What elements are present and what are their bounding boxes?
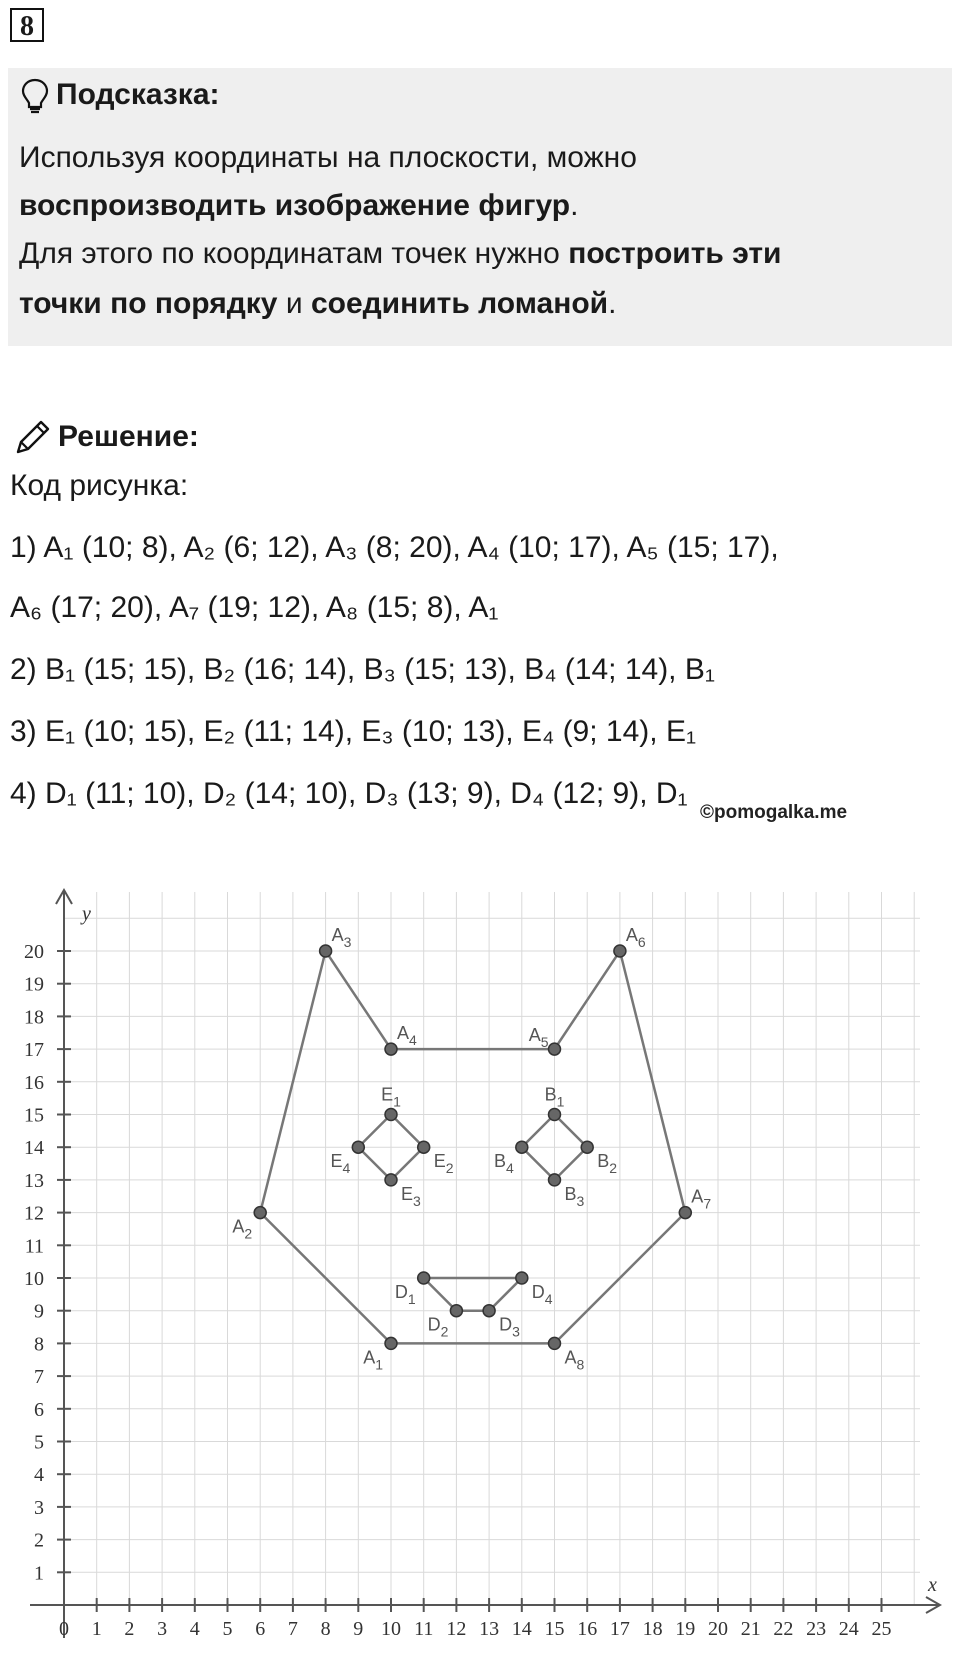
hint-bold-text: воспроизводить изображение фигур — [19, 189, 571, 222]
point-label-subscript: 3 — [576, 1192, 585, 1209]
code-line-2: A₆ (17; 20), A₇ (19; 12), A₈ (15; 8), A₁ — [10, 591, 499, 624]
hint-bold-text: построить эти — [568, 237, 782, 270]
point-label-subscript: 6 — [637, 934, 646, 950]
task-number: 8 — [10, 8, 44, 42]
x-tick-label: 2 — [124, 1618, 135, 1640]
solution-intro: Код рисунка: — [10, 469, 189, 502]
point-label: $A_5$ — [528, 1025, 549, 1051]
x-tick-label: 8 — [320, 1618, 331, 1640]
y-tick-label: 1 — [34, 1562, 44, 1585]
y-tick-label: 13 — [24, 1169, 44, 1192]
hint-text-line-3 — [19, 236, 782, 272]
x-tick-label: 3 — [157, 1618, 168, 1640]
y-tick-label: 10 — [24, 1268, 44, 1290]
point-label: $B_4$ — [493, 1151, 514, 1177]
hint-title: Подсказка: — [56, 78, 220, 111]
x-tick-label: 15 — [544, 1618, 565, 1640]
code-line-1: 1) A₁ (10; 8), A₂ (6; 12), A₃ (8; 20), A₄ (10; 17), A₅ (15; 17), — [10, 531, 779, 564]
x-tick-label: 10 — [381, 1618, 401, 1640]
point-label-subscript: 4 — [409, 1032, 417, 1049]
point-a1 — [385, 1337, 397, 1349]
point-a7 — [679, 1207, 691, 1219]
point-label-subscript: 5 — [540, 1034, 549, 1051]
point-label-subscript: 4 — [544, 1291, 553, 1307]
point-b4 — [516, 1141, 528, 1153]
hint-bold-text: точки по порядку — [19, 287, 278, 320]
point-label: $A_6$ — [625, 925, 646, 950]
point-d2 — [450, 1305, 462, 1317]
point-label: $B_3$ — [564, 1183, 585, 1209]
point-label-subscript: 2 — [445, 1160, 454, 1177]
x-tick-label: 6 — [255, 1618, 266, 1640]
point-label-subscript: 3 — [512, 1323, 520, 1340]
point-label-subscript: 4 — [506, 1160, 514, 1177]
x-axis-label: x — [928, 1574, 937, 1596]
x-tick-label: 7 — [287, 1618, 298, 1640]
x-tick-label: 1 — [91, 1618, 102, 1640]
point-label: $A_2$ — [232, 1216, 253, 1242]
point-d1 — [418, 1272, 430, 1284]
point-label-subscript: 3 — [413, 1192, 421, 1209]
x-tick-label: 22 — [773, 1618, 794, 1640]
point-a8 — [549, 1337, 561, 1349]
x-tick-label: 20 — [708, 1618, 728, 1640]
y-tick-label: 2 — [34, 1529, 44, 1552]
point-label: $E_1$ — [381, 1084, 401, 1110]
hint-text-line-2 — [19, 188, 578, 224]
pencil-icon — [12, 418, 52, 458]
y-tick-label: 9 — [34, 1300, 44, 1323]
y-tick-label: 7 — [34, 1366, 44, 1389]
point-label: $B_1$ — [544, 1084, 565, 1110]
point-e2 — [418, 1141, 430, 1153]
point-a2 — [254, 1207, 266, 1219]
point-label: $E_4$ — [330, 1151, 351, 1177]
point-label: $A_1$ — [363, 1347, 383, 1373]
point-label: $E_2$ — [433, 1151, 454, 1177]
x-tick-label: 18 — [642, 1618, 663, 1640]
point-label-subscript: 1 — [407, 1291, 416, 1307]
point-label: $A_8$ — [564, 1347, 585, 1373]
point-label-subscript: 7 — [703, 1195, 712, 1212]
y-tick-label: 16 — [24, 1071, 44, 1094]
x-tick-label: 25 — [871, 1618, 892, 1640]
x-tick-label: 23 — [806, 1618, 827, 1640]
point-d3 — [483, 1305, 495, 1317]
y-tick-label: 20 — [24, 941, 44, 963]
point-label: $D_4$ — [531, 1282, 553, 1307]
point-e3 — [385, 1174, 397, 1186]
x-tick-label: 17 — [609, 1618, 630, 1640]
x-tick-label: 9 — [353, 1618, 364, 1640]
y-tick-label: 5 — [34, 1431, 44, 1454]
x-tick-label: 4 — [189, 1618, 200, 1640]
coordinate-plane — [0, 880, 960, 1654]
solution-title: Решение: — [58, 420, 199, 453]
y-tick-label: 6 — [34, 1398, 44, 1421]
x-tick-label: 5 — [222, 1618, 233, 1640]
point-label-subscript: 2 — [244, 1225, 253, 1242]
point-label: $A_7$ — [691, 1186, 712, 1212]
hint-text: . — [608, 287, 617, 320]
point-label-subscript: 2 — [609, 1160, 618, 1177]
hint-text: и — [277, 287, 311, 320]
hint-bold-text: соединить ломаной — [310, 287, 609, 320]
point-label: $B_2$ — [597, 1151, 618, 1177]
y-tick-label: 12 — [24, 1202, 44, 1225]
point-d4 — [516, 1272, 528, 1284]
hint-text-line-1: Используя координаты на плоскости, можно — [19, 141, 637, 174]
x-tick-label: 12 — [446, 1618, 467, 1640]
point-label: $D_1$ — [394, 1282, 416, 1307]
point-label-subscript: 2 — [440, 1323, 449, 1340]
x-tick-label: 11 — [414, 1618, 434, 1640]
point-b3 — [549, 1174, 561, 1186]
code-line-4: 3) E₁ (10; 15), E₂ (11; 14), E₃ (10; 13), E₄ (9; 14), E₁ — [10, 715, 697, 748]
y-tick-label: 15 — [24, 1104, 44, 1127]
point-b1 — [549, 1109, 561, 1121]
point-a5 — [549, 1043, 561, 1055]
lightbulb-icon — [20, 78, 50, 114]
y-tick-label: 4 — [34, 1464, 44, 1487]
point-label: $E_3$ — [401, 1183, 421, 1209]
y-tick-label: 14 — [24, 1137, 44, 1160]
point-label: $D_3$ — [499, 1314, 520, 1340]
y-tick-label: 19 — [24, 973, 44, 996]
hint-text: . — [570, 189, 579, 222]
y-tick-label: 17 — [24, 1039, 44, 1062]
watermark: ©pomogalka.me — [700, 802, 848, 823]
point-e4 — [352, 1141, 364, 1153]
hint-text: Для этого по координатам точек нужно — [19, 237, 569, 270]
point-label-subscript: 3 — [343, 934, 352, 950]
point-e1 — [385, 1109, 397, 1121]
x-tick-label: 14 — [511, 1618, 532, 1640]
y-tick-label: 18 — [24, 1006, 44, 1029]
point-label-subscript: 1 — [556, 1093, 565, 1110]
y-tick-label: 11 — [24, 1235, 44, 1258]
point-b2 — [581, 1141, 593, 1153]
point-label-subscript: 8 — [576, 1356, 585, 1373]
point-a3 — [320, 945, 332, 957]
hint-text-line-4 — [19, 286, 616, 322]
x-tick-label: 0 — [59, 1618, 69, 1640]
x-tick-label: 19 — [675, 1618, 696, 1640]
y-axis-label: y — [82, 903, 91, 925]
x-tick-label: 24 — [838, 1618, 859, 1640]
point-label: $A_3$ — [331, 925, 352, 950]
x-tick-label: 16 — [577, 1618, 598, 1640]
x-tick-label: 13 — [479, 1618, 500, 1640]
code-line-3: 2) B₁ (15; 15), B₂ (16; 14), B₃ (15; 13), B₄ (14; 14), B₁ — [10, 653, 715, 686]
point-a6 — [614, 945, 626, 957]
x-tick-label: 21 — [740, 1618, 761, 1640]
point-label-subscript: 4 — [342, 1160, 351, 1177]
code-line-5: 4) D₁ (11; 10), D₂ (14; 10), D₃ (13; 9), D₄ (12; 9), D₁ — [10, 777, 688, 810]
point-label: $D_2$ — [427, 1314, 449, 1340]
y-tick-label: 8 — [34, 1333, 44, 1356]
y-tick-label: 3 — [34, 1496, 44, 1519]
point-a4 — [385, 1043, 397, 1055]
point-label-subscript: 1 — [375, 1356, 383, 1373]
figure-d-outline — [424, 1278, 522, 1311]
point-label-subscript: 1 — [393, 1093, 401, 1110]
point-label: $A_4$ — [397, 1023, 417, 1049]
